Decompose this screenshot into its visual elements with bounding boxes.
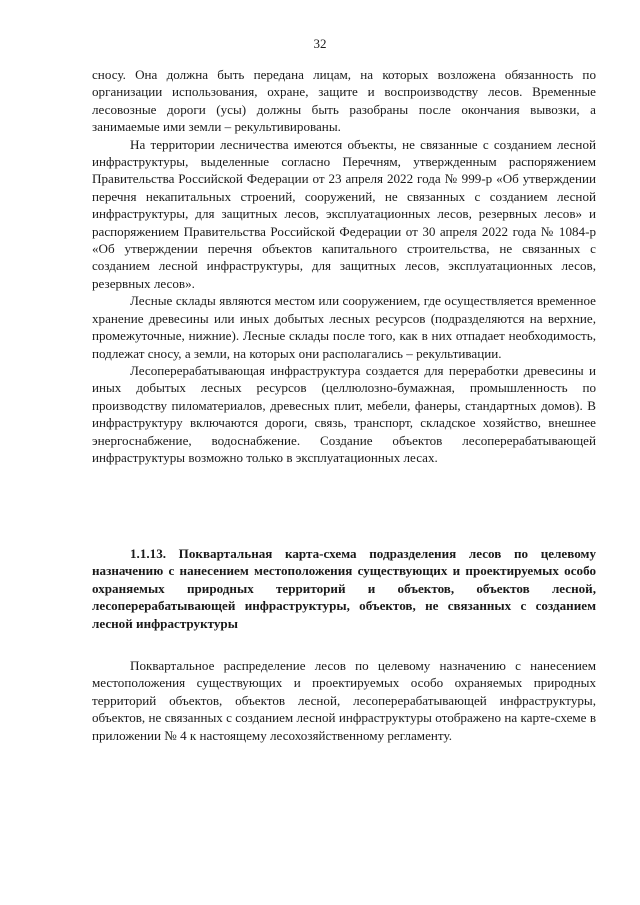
section-heading: 1.1.13. Поквартальная карта-схема подразделения лесов по целевому назначению с нанесением местоположения существующих и проектируемых особо охраняемых природных территорий и объектов, объектов лесной, лесоперерабатывающей инфраструктуры, объектов, не связанных с созданием лесной инфраструктуры bbox=[92, 546, 596, 631]
paragraph-forest-warehouses: Лесные склады являются местом или сооружением, где осуществляется временное хранение древесины или иных добытых лесных ресурсов (подразделяются на верхние, промежуточные, нижние). Лесные склады после того, как в них отпадает необходимость, подлежат сносу, а земли, на которых они располагались – рекультивации. bbox=[92, 293, 596, 361]
body-text bbox=[92, 66, 596, 466]
section-text: Поквартальное распределение лесов по целевому назначению с нанесением местоположения существующих и проектируемых особо охраняемых природных территорий объектов, объектов лесной, лесоперерабатывающей инфраструктуры, объектов, не связанных с созданием лесной инфраструктуры отображено на карте-схеме в приложении № 4 к настоящему лесохозяйственному регламенту. bbox=[92, 658, 596, 743]
paragraph-other-objects: На территории лесничества имеются объекты, не связанные с созданием лесной инфраструктуры, выделенные согласно Перечням, утвержденным распоряжением Правительства Российской Федерации от 23 апреля 2022 года № 999-р «Об утверждении перечня некапитальных строений, сооружений, не связанных с созданием лесной инфраструктуры, для защитных лесов, эксплуатационных лесов, резервных лесов» и распоряжением Правительства Российской Федерации от 30 апреля 2022 года № 1084-р «Об утверждении перечня объектов капитального строительства, не связанных с созданием лесной инфраструктуры, для защитных лесов, эксплуатационных лесов, резервных лесов». bbox=[92, 136, 596, 291]
paragraph-processing-infrastructure: Лесоперерабатывающая инфраструктура создается для переработки древесины и иных добытых лесных ресурсов (целлюлозно-бумажная, промышленность по производству пиломатериалов, древесных плит, мебели, фанеры, стандартных домов). В инфраструктуру включаются дороги, связь, транспорт, складское хозяйство, внешнее энергоснабжение, водоснабжение. Создание объектов лесоперерабатывающей инфраструктуры возможно только в эксплуатационных лесах. bbox=[92, 362, 596, 465]
paragraph-continuation: сносу. Она должна быть передана лицам, на которых возложена обязанность по организации использования, охране, защите и воспроизводству лесов. Временные лесовозные дороги (усы) должны быть разобраны после окончания вывозки, а занимаемые ими земли – рекультивированы. bbox=[92, 67, 596, 135]
page-number: 32 bbox=[313, 36, 327, 51]
